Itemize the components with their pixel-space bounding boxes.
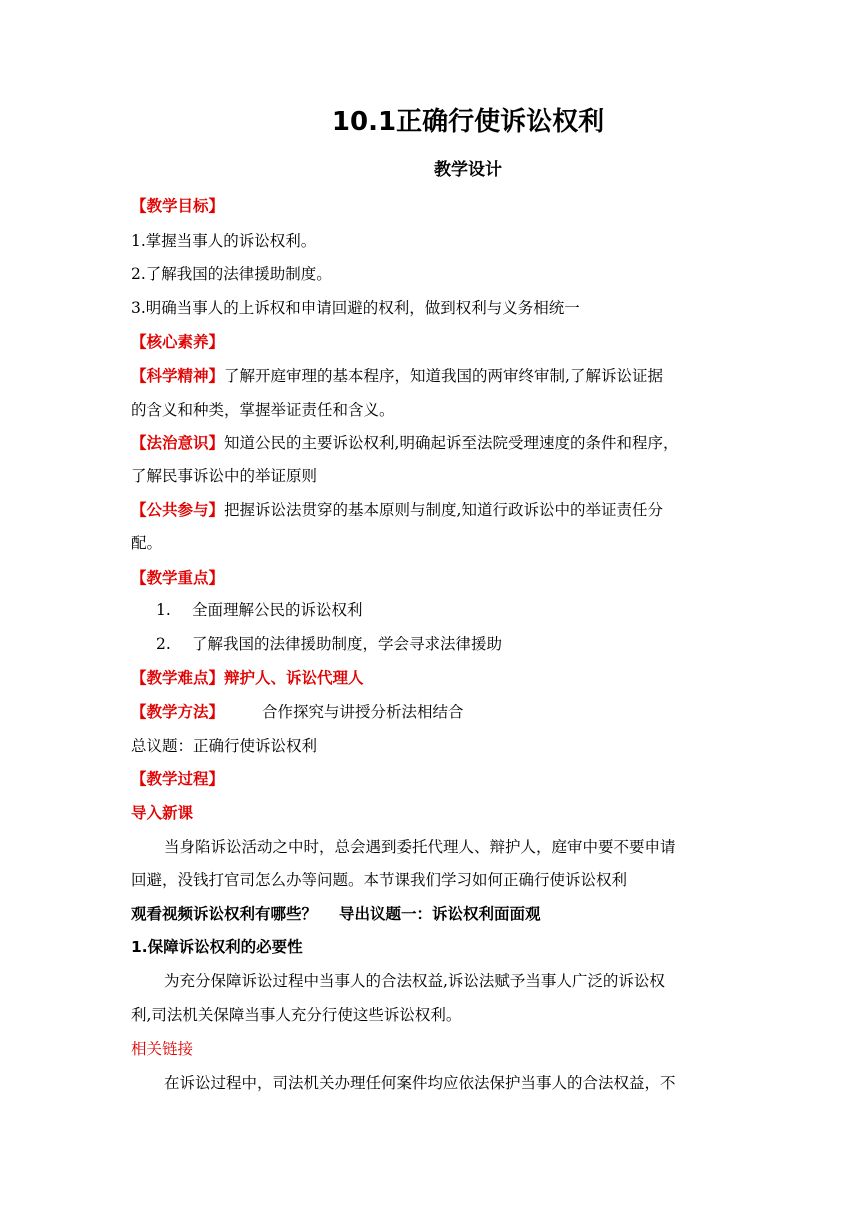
key-point-1-text: 全面理解公民的诉讼权利 — [192, 601, 363, 619]
law-awareness-line1 — [131, 433, 731, 453]
law-awareness-text2: 了解民事诉讼中的举证原则 — [131, 467, 318, 485]
goal-item-1: 1.掌握当事人的诉讼权利。 — [131, 232, 317, 250]
difficulty-label: 【教学难点】 — [131, 669, 225, 687]
public-participation-label: 【公共参与】 — [131, 501, 225, 519]
key-point-1 — [156, 600, 756, 620]
document-subtitle: 教学设计 — [434, 160, 502, 180]
law-awareness-label: 【法治意识】 — [131, 434, 225, 452]
overall-topic: 总议题：正确行使诉讼权利 — [131, 737, 318, 755]
method-label: 【教学方法】 — [131, 703, 225, 721]
public-participation-line1 — [131, 500, 731, 520]
science-spirit-text1: 了解开庭审理的基本程序，知道我国的两审终审制,了解诉讼证据 — [224, 367, 663, 385]
core-literacy-heading: 【核心素养】 — [131, 333, 225, 351]
key-point-2-num: 2. — [156, 635, 171, 653]
intro-heading: 导入新课 — [131, 804, 194, 822]
process-heading: 【教学过程】 — [131, 770, 225, 788]
science-spirit-text2: 的含义和种类，掌握举证责任和含义。 — [131, 401, 395, 419]
difficulty-text: 辩护人、诉讼代理人 — [224, 669, 364, 687]
goals-heading: 【教学目标】 — [131, 197, 225, 215]
difficulty-line — [131, 668, 731, 688]
method-line — [131, 702, 731, 722]
related-text1: 在诉讼过程中，司法机关办理任何案件均应依法保护当事人的合法权益，不 — [164, 1074, 676, 1092]
section1-text1: 为充分保障诉讼过程中当事人的合法权益,诉讼法赋予当事人广泛的诉讼权 — [164, 972, 665, 990]
key-point-2-text: 了解我国的法律援助制度，学会寻求法律援助 — [192, 635, 503, 653]
section1-text2: 利,司法机关保障当事人充分行使这些诉讼权利。 — [131, 1006, 462, 1024]
video-line — [131, 904, 731, 924]
intro-text2: 回避，没钱打官司怎么办等问题。本节课我们学习如何正确行使诉讼权利 — [131, 871, 628, 889]
document-title: 10.1正确行使诉讼权利 — [331, 107, 605, 137]
science-spirit-line1 — [131, 366, 731, 386]
key-point-1-num: 1. — [156, 601, 171, 619]
public-participation-text1: 把握诉讼法贯穿的基本原则与制度,知道行政诉讼中的举证责任分 — [224, 501, 663, 519]
goal-item-3: 3.明确当事人的上诉权和申请回避的权利，做到权利与义务相统一 — [131, 299, 580, 317]
science-spirit-label: 【科学精神】 — [131, 367, 225, 385]
section1-heading: 1.保障诉讼权利的必要性 — [131, 938, 303, 956]
related-link-heading: 相关链接 — [131, 1040, 194, 1058]
topic-one-lead: 导出议题一：诉讼权利面面观 — [339, 905, 541, 923]
method-text: 合作探究与讲授分析法相结合 — [262, 703, 464, 721]
law-awareness-text1: 知道公民的主要诉讼权利,明确起诉至法院受理速度的条件和程序， — [224, 434, 679, 452]
key-point-2 — [156, 634, 756, 654]
goal-item-2: 2.了解我国的法律援助制度。 — [131, 265, 332, 283]
video-prompt: 观看视频诉讼权利有哪些？ — [131, 905, 318, 923]
key-points-heading: 【教学重点】 — [131, 569, 225, 587]
intro-text1: 当身陷诉讼活动之中时，总会遇到委托代理人、辩护人，庭审中要不要申请 — [164, 838, 676, 856]
public-participation-text2: 配。 — [131, 534, 163, 552]
